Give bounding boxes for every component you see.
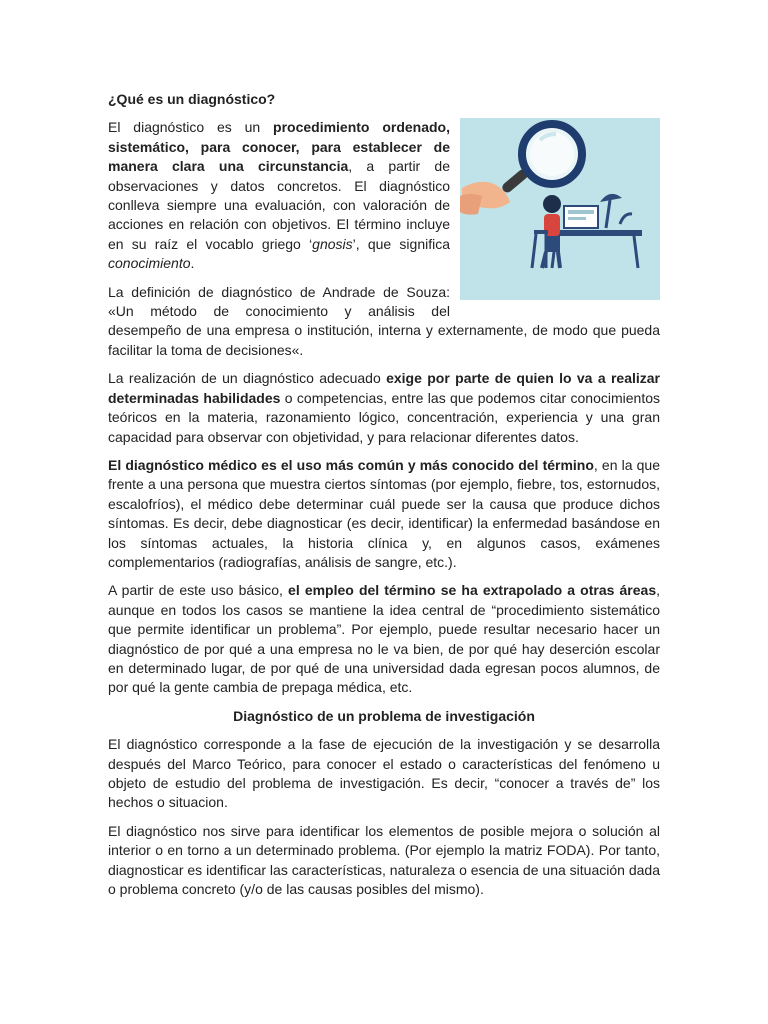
bold-text: exige por parte de quien lo va a realizar determinadas habilidades xyxy=(108,370,660,406)
illustration-magnifier-student xyxy=(460,118,660,300)
paragraph-habilidades xyxy=(108,369,660,447)
paragraph-otras-areas xyxy=(108,581,660,697)
italic-text: gnosis xyxy=(312,235,353,252)
paragraph-fase-ejecucion: El diagnóstico corresponde a la fase de ejecución de la investigación y se desarrolla después del Marco Teórico, para conocer el estado o características del fenómeno u objeto de estudio del problema de investigación. Es decir, “conocer a través de” los hechos o situacion. xyxy=(108,736,660,811)
text-span: , aunque en todos los casos se mantiene la idea central de “procedimiento sistemático que permite identificar un problema”. Por ejemplo, puede resultar necesario hacer un diagnóstico de por qué a una empresa no le va bien, de por qué hay deserción escolar en determinado lugar, de por qué de una universidad dada egresan pocos alumnos, de por qué la gente cambia de prepaga médica, etc. xyxy=(108,582,660,696)
text-span: La realización de un diagnóstico adecuado xyxy=(108,370,387,387)
text-span: A partir de este uso básico, xyxy=(108,582,289,599)
text-span: ’, que significa xyxy=(352,235,451,252)
bold-text: procedimiento ordenado, sistemático, para conocer, para establecer de manera clara una circunstancia xyxy=(108,119,451,175)
bold-text: el empleo del término se ha extrapolado a otras áreas xyxy=(288,582,657,599)
paragraph-mejora: El diagnóstico nos sirve para identificar los elementos de posible mejora o solución al interior o en torno a un determinado problema. (Por ejemplo la matriz FODA). Por tanto, diagnosticar es identificar las características, naturaleza o esencia de una situación dada o problema concreto (y/o de las causas posibles del mismo). xyxy=(108,822,660,898)
paragraph-andrade-definition: La definición de diagnóstico de Andrade de Souza: «Un método de conocimiento y análisis del desempeño de una empresa o institución, interna y externamente, de modo que pueda facilitar la toma de decisiones«. xyxy=(108,283,660,358)
page-title: ¿Qué es un diagnóstico? xyxy=(108,91,276,107)
text-span: , en la que frente a una persona que muestra ciertos síntomas (por ejemplo, fiebre, tos, estornudos, escalofríos), el médico debe determinar cuál puede ser la causa que produce dichos síntomas. Es decir, debe diagnosticar (es decir, identificar) la enfermedad basándose en los síntomas actuales, la historia clínica y, en algunos casos, exámenes complementarios (radiografías, análisis de sangre, etc.). xyxy=(108,456,660,570)
text-span: El diagnóstico es un xyxy=(108,119,274,136)
section-heading: Diagnóstico de un problema de investigación xyxy=(233,707,535,724)
paragraph-medico xyxy=(108,456,660,572)
bold-text: El diagnóstico médico es el uso más común y más conocido del término xyxy=(108,456,594,473)
text-span: , a partir de observaciones y datos concretos. El diagnóstico conlleva siempre una evaluación, con valoración de acciones en relación con objetivos. El término incluye en su raíz el vocablo griego ‘ xyxy=(108,158,450,252)
italic-text: conocimiento xyxy=(108,255,191,272)
text-span: . xyxy=(190,255,195,272)
magnifier-student-icon xyxy=(460,118,660,300)
document-body xyxy=(108,90,660,908)
text-span: o competencias, entre las que podemos citar conocimientos teóricos en la materia, razonamiento lógico, concentración, experiencia y una gran capacidad para observar con objetividad, y para relacionar diferentes datos. xyxy=(108,389,660,445)
